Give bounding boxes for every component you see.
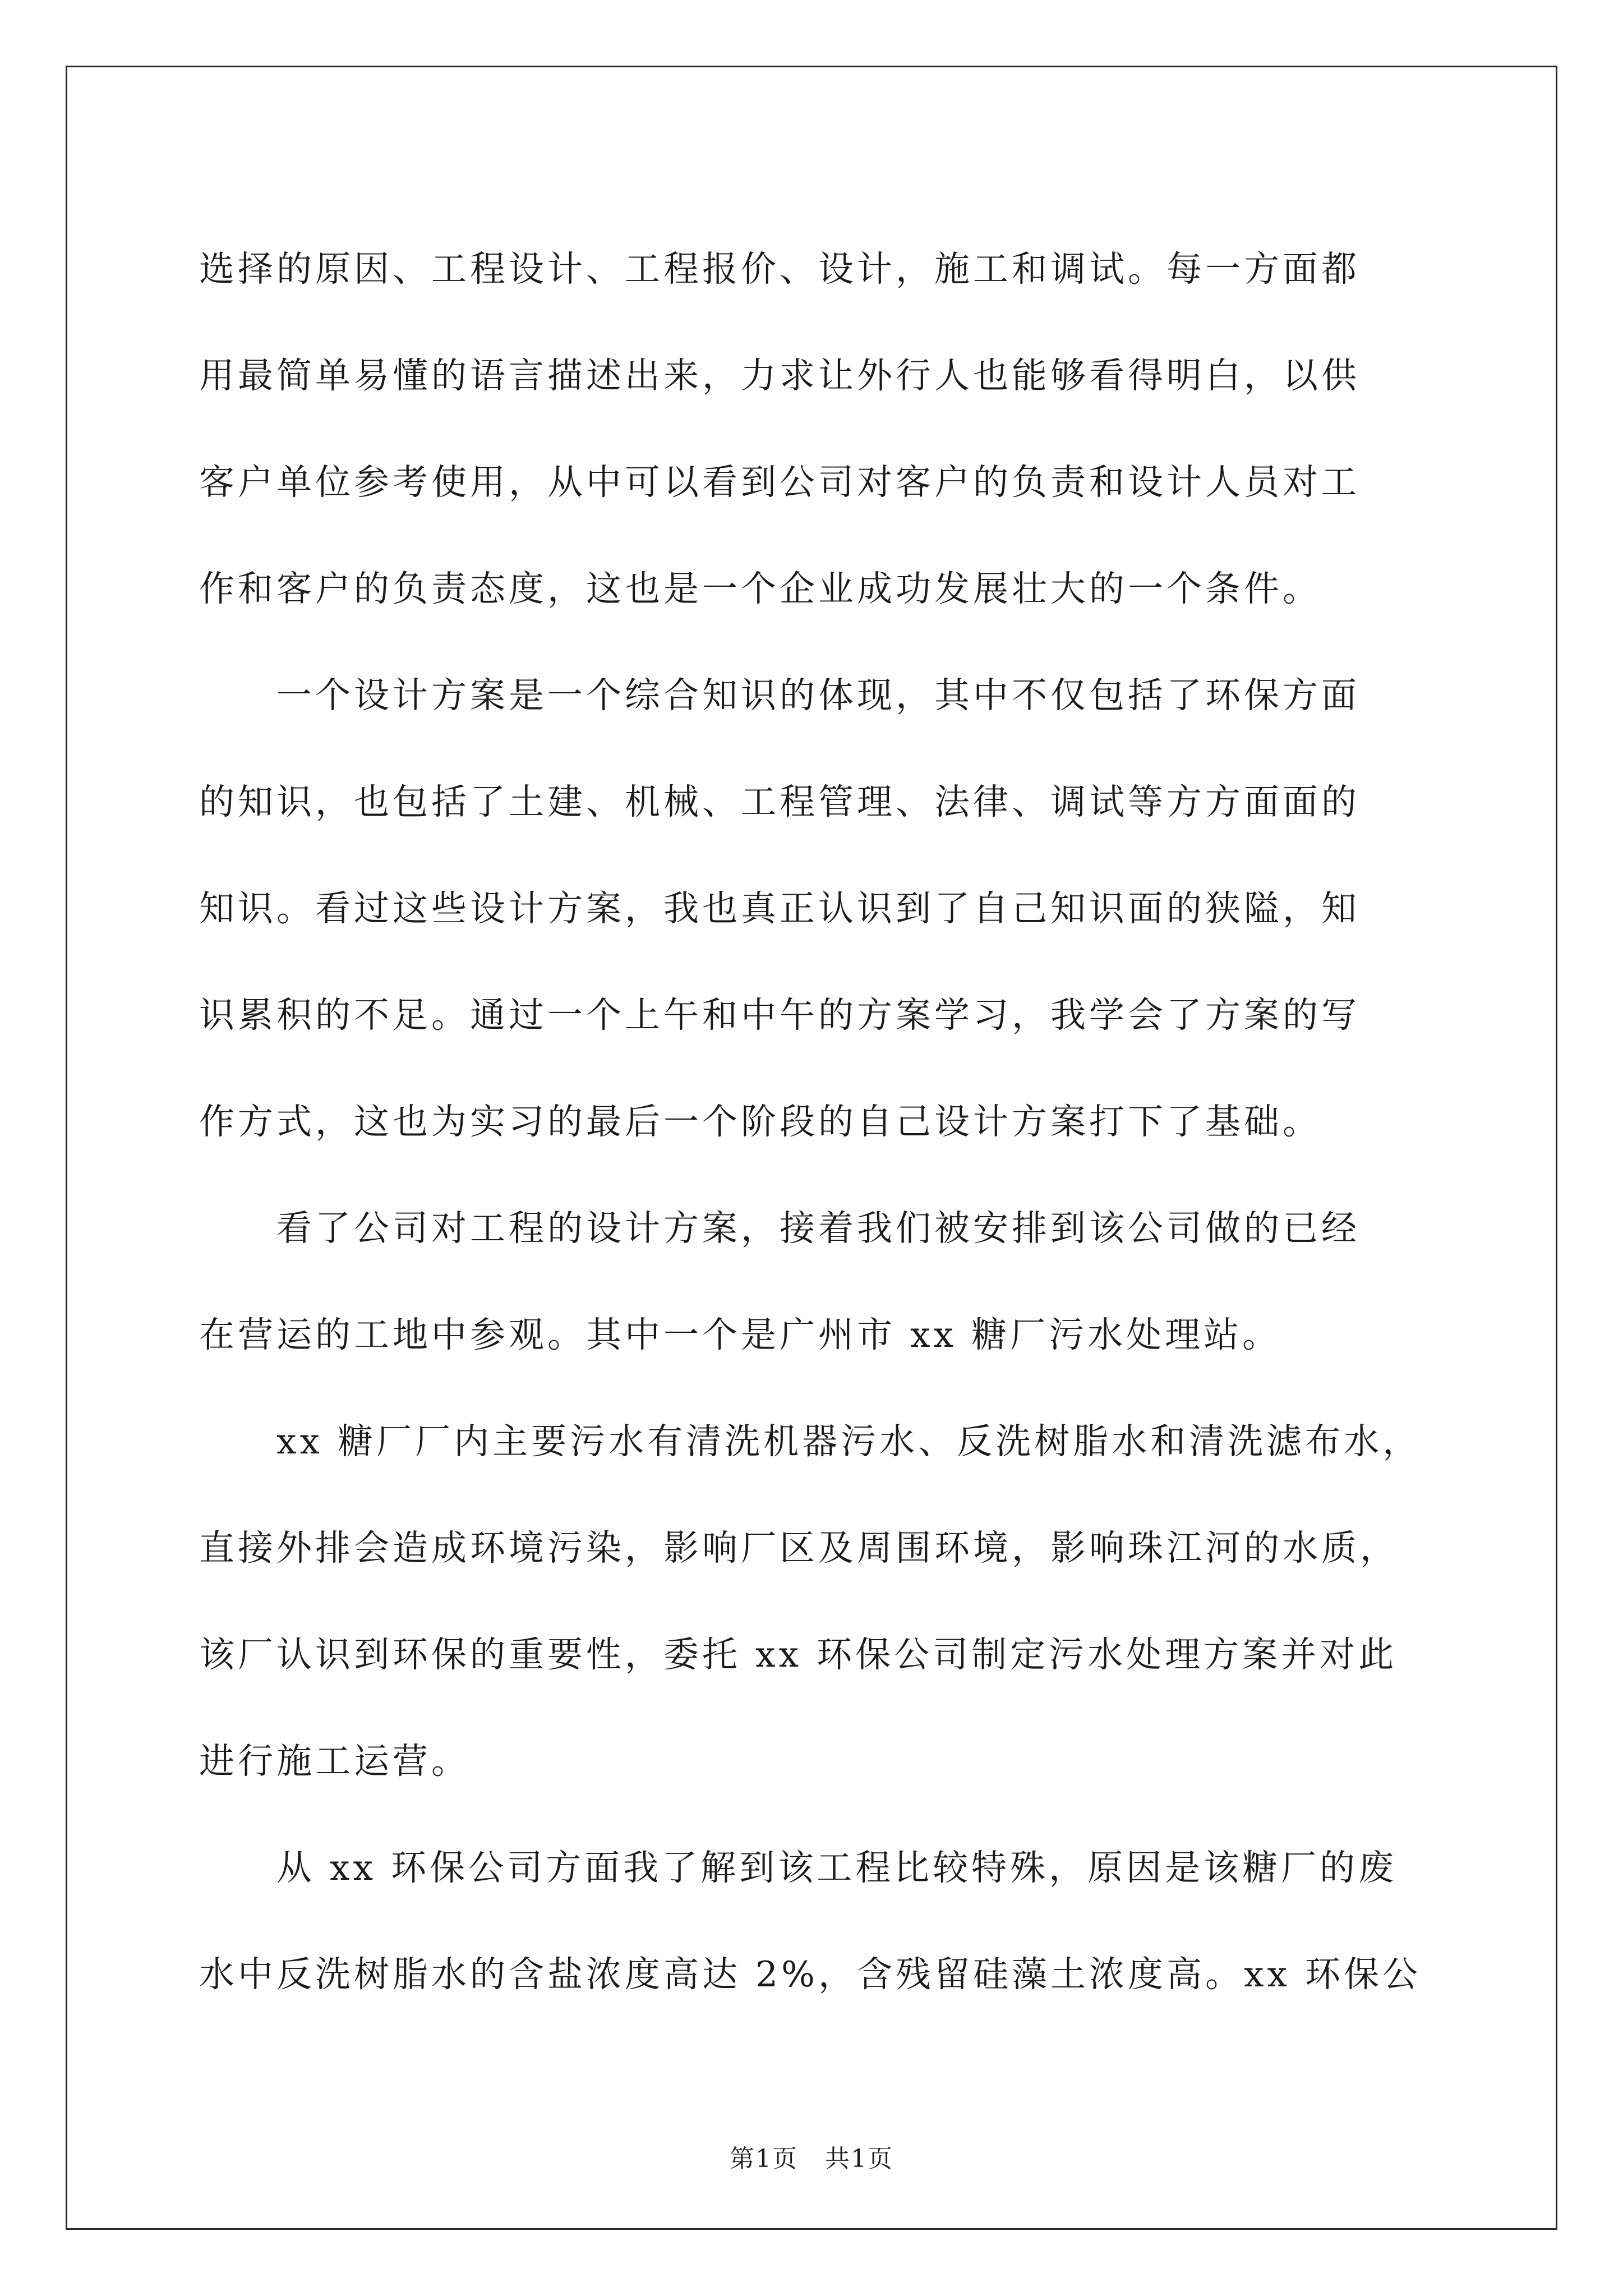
- text-line: 客户单位参考使用，从中可以看到公司对客户的负责和设计人员对工: [199, 462, 1360, 503]
- text-line: 该厂认识到环保的重要性，委托 xx 环保公司制定污水处理方案并对此: [199, 1634, 1398, 1675]
- text-line: 作方式，这也为实习的最后一个阶段的自己设计方案打下了基础。: [199, 1101, 1321, 1142]
- text-line: 一个设计方案是一个综合知识的体现，其中不仅包括了环保方面: [199, 675, 1360, 716]
- text-line: 的知识，也包括了土建、机械、工程管理、法律、调试等方方面面的: [199, 781, 1360, 822]
- text-line: 水中反洗树脂水的含盐浓度高达 2%，含残留硅藻土浓度高。xx 环保公: [199, 1954, 1422, 1995]
- text-line: 进行施工运营。: [199, 1741, 470, 1782]
- page-number: 第1页: [730, 2145, 798, 2173]
- text-line: 看了公司对工程的设计方案，接着我们被安排到该公司做的已经: [199, 1208, 1360, 1249]
- text-line: 从 xx 环保公司方面我了解到该工程比较特殊，原因是该糖厂的废: [199, 1847, 1398, 1888]
- text-line: 识累积的不足。通过一个上午和中午的方案学习，我学会了方案的写: [199, 995, 1360, 1036]
- document-body: [199, 216, 1433, 2028]
- page-footer: [0, 2138, 1623, 2174]
- page-total: 共1页: [825, 2145, 893, 2173]
- text-line: 知识。看过这些设计方案，我也真正认识到了自己知识面的狭隘，知: [199, 888, 1360, 929]
- text-line: 直接外排会造成环境污染，影响厂区及周围环境，影响珠江河的水质，: [199, 1527, 1399, 1568]
- text-line: 作和客户的负责态度，这也是一个企业成功发展壮大的一个条件。: [199, 568, 1321, 609]
- text-line: xx 糖厂厂内主要污水有清洗机器污水、反洗树脂水和清洗滤布水，: [199, 1421, 1422, 1462]
- text-line: 选择的原因、工程设计、工程报价、设计，施工和调试。每一方面都: [199, 249, 1360, 289]
- text-line: 在营运的工地中参观。其中一个是广州市 xx 糖厂污水处理站。: [199, 1314, 1281, 1355]
- text-line: 用最简单易懂的语言描述出来，力求让外行人也能够看得明白，以供: [199, 355, 1360, 396]
